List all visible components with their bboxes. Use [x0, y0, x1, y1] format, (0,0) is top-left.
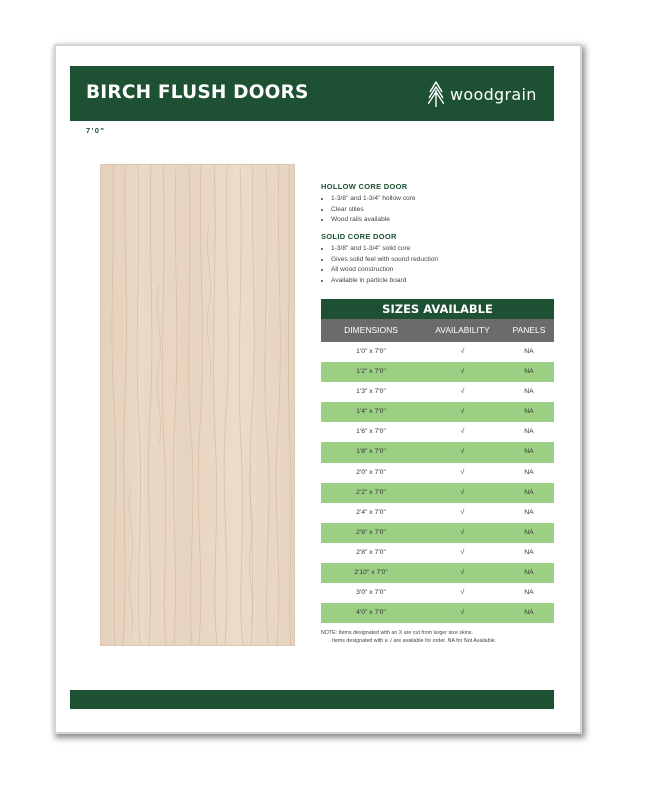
dimension-cell: 2'10" x 7'0" — [354, 569, 388, 577]
wood-grain-texture — [101, 165, 294, 645]
availability-cell: √ — [460, 388, 465, 396]
tree-icon — [428, 80, 444, 108]
panels-cell: NA — [524, 428, 534, 436]
availability-cell: √ — [460, 428, 465, 436]
solid-core-heading: SOLID CORE DOOR — [321, 232, 397, 241]
dimension-cell: 4'0" x 7'0" — [356, 609, 386, 617]
sizes-table — [321, 299, 554, 623]
availability-cell: √ — [460, 368, 465, 376]
hollow-core-features — [321, 194, 416, 226]
table-row — [321, 523, 554, 543]
dimension-cell: 1'3" x 7'0" — [356, 388, 386, 396]
dimension-cell: 3'0" x 7'0" — [356, 589, 386, 597]
availability-cell: √ — [460, 488, 465, 496]
dimension-cell: 1'6" x 7'0" — [356, 428, 386, 436]
panels-cell: NA — [524, 348, 534, 355]
hollow-core-heading: HOLLOW CORE DOOR — [321, 182, 408, 191]
availability-cell: √ — [460, 448, 465, 456]
column-header-availability: AVAILABILITY — [435, 325, 490, 335]
panels-cell: NA — [524, 468, 534, 476]
sizes-table-title: SIZES AVAILABLE — [321, 299, 554, 319]
table-row — [321, 463, 554, 483]
table-row — [321, 563, 554, 583]
table-row — [321, 362, 554, 382]
panels-cell: NA — [524, 388, 534, 396]
dimension-cell: 2'6" x 7'0" — [356, 528, 386, 536]
panels-cell: NA — [524, 589, 534, 597]
availability-cell: √ — [460, 408, 465, 416]
birch-door-image — [101, 165, 294, 645]
availability-cell: √ — [460, 609, 465, 617]
panels-cell: NA — [524, 408, 534, 416]
panels-cell: NA — [524, 569, 534, 577]
table-row — [321, 342, 554, 362]
panels-cell: NA — [524, 508, 534, 516]
availability-cell: √ — [460, 548, 465, 556]
dimension-cell: 2'8" x 7'0" — [356, 548, 386, 556]
list-item: • 1-3/8" and 1-3/4" hollow core — [331, 194, 416, 205]
panels-cell: NA — [524, 548, 534, 556]
panels-cell: NA — [524, 448, 534, 456]
availability-cell: √ — [460, 589, 465, 597]
footer-bar — [70, 690, 554, 709]
table-row — [321, 543, 554, 563]
table-row — [321, 483, 554, 503]
dimension-cell: 1'4" x 7'0" — [356, 408, 386, 416]
list-item: • Gives solid feel with sound reduction — [331, 255, 438, 266]
hollow-core-section — [321, 182, 416, 226]
woodgrain-logo — [428, 79, 537, 109]
dimension-cell: 1'0" x 7'0" — [356, 348, 386, 355]
panels-cell: NA — [524, 488, 534, 496]
availability-cell: √ — [460, 508, 465, 516]
column-header-panels: PANELS — [512, 325, 546, 335]
availability-cell: √ — [460, 569, 465, 577]
panels-cell: NA — [524, 528, 534, 536]
list-item: • Clear stiles — [331, 205, 416, 216]
list-item: • Wood rails available — [331, 215, 416, 226]
list-item: • All wood construction — [331, 265, 438, 276]
page-title: BIRCH FLUSH DOORS — [86, 82, 309, 103]
table-footnote — [321, 630, 496, 645]
table-row — [321, 402, 554, 422]
header-banner — [70, 66, 554, 121]
panels-cell: NA — [524, 368, 534, 376]
table-row — [321, 603, 554, 623]
panels-cell: NA — [524, 609, 534, 617]
availability-cell: √ — [460, 528, 465, 536]
dimension-cell: 2'2" x 7'0" — [356, 488, 386, 496]
availability-cell: √ — [460, 468, 465, 476]
footnote-line: NOTE: Items designated with an X are cut from larger size skins. — [321, 630, 473, 636]
availability-cell: √ — [460, 348, 465, 355]
footnote-line: Items designated with a √ are available for order. NA for Not Available. — [332, 637, 497, 644]
dimension-cell: 2'0" x 7'0" — [356, 468, 386, 476]
dimension-cell: 1'2" x 7'0" — [356, 368, 386, 376]
solid-core-section — [321, 232, 438, 286]
table-row — [321, 442, 554, 462]
dimension-cell: 1'8" x 7'0" — [356, 448, 386, 456]
sizes-table-header — [321, 319, 554, 342]
list-item: • 1-3/8" and 1-3/4" solid core — [331, 244, 438, 255]
door-height-label: 7'0" — [86, 126, 106, 135]
table-row — [321, 382, 554, 402]
list-item: • Available in particle board — [331, 276, 438, 287]
solid-core-features — [321, 244, 438, 286]
table-row — [321, 422, 554, 442]
column-header-dimensions: DIMENSIONS — [344, 325, 398, 335]
logo-wordmark: woodgrain — [450, 84, 537, 104]
table-row — [321, 583, 554, 603]
dimension-cell: 2'4" x 7'0" — [356, 508, 386, 516]
table-row — [321, 503, 554, 523]
